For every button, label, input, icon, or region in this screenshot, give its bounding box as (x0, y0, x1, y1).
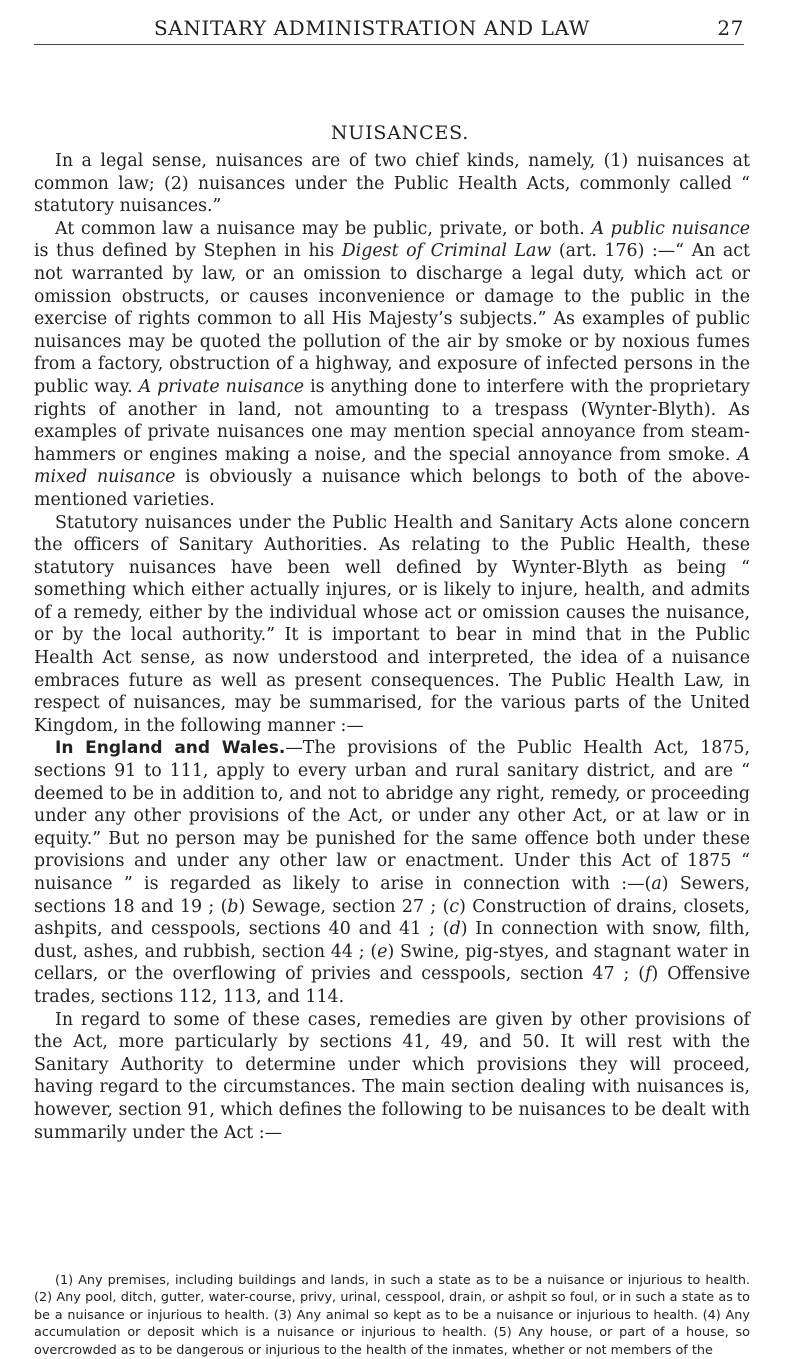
list-letter-a: a (651, 874, 662, 894)
footnote-block (34, 1272, 750, 1359)
p4-text-c: ) Sewage, section 27 ; ( (238, 896, 450, 917)
running-title: SANITARY ADMINISTRATION AND LAW (154, 16, 590, 40)
paragraph-2 (34, 218, 750, 512)
p4-text-a: —The provisions of the Public Health Act, 1875, sections 91 to 111, apply to every urban and rural sanitary district, and are “ deemed to be in addition to, and not to abridge any right, remedy, or proceeding under any other provisions of the Act, or under any other Act, or at law or in equity.” But no person may be punished for the same offence both under these provisions and under any other law or enactment. Under this Act of 1875 “ nuisance ” is regarded as likely to arise in connection with :—( (34, 738, 750, 894)
p2-text-i: is obviously a nuisance which belongs to both of the above-mentioned varieties. (34, 467, 750, 510)
p2-text-e: (art. 176) :—“ An act not warranted by law, or an omission to discharge a legal duty, which act or omission obstructs, or causes inconvenience or damage to the public in the exercise of rights common to all His Majesty’s subjects.” As examples of public nuisances may be quoted the pollution of the air by smoke or by noxious fumes from a factory, obstruction of a highway, and exposure of infected persons in the public way. (34, 241, 751, 397)
list-letter-e: e (377, 941, 388, 962)
p2-text-c: is thus defined by Stephen in his (34, 241, 335, 262)
paragraph-1-text: In a legal sense, nuisances are of two chief kinds, namely, (1) nuisances at common law; (2) nuisances under the Public Health Acts, commonly called “ statutory nuisances.” (34, 151, 750, 217)
p4-text-b: ) Sewers, sections 18 and 19 ; ( (34, 874, 751, 917)
term-private-nuisance: A private nuisance (138, 376, 305, 397)
list-letter-f: f (645, 964, 652, 985)
p4-text-g: ) Offensive trades, sections 112, 113, and 114. (34, 964, 750, 1007)
list-letter-b: b (227, 896, 239, 917)
footnote-paragraph: (1) Any premises, including buildings and lands, in such a state as to be a nuisance or injurious to health. (2) Any pool, ditch, gutter, water-course, privy, urinal, cesspool, drain, or ashpit so foul, or in such a state as to be a nuisance or injurious to health. (3) Any animal so kept as to be a nuisance or injurious to health. (4) Any accumulation or deposit which is a nuisance or injurious to health. (5) Any house, or part of a house, so overcrowded as to be dangerous or injurious to the health of the inmates, whether or not members of the (34, 1273, 750, 1358)
term-mixed-nuisance: A mixed nuisance (34, 444, 751, 488)
paragraph-3-text: Statutory nuisances under the Public Health and Sanitary Acts alone concern the officers of Sanitary Authorities. As relating to the Public Health, these statutory nuisances have been well defined by Wynter-Blyth as being “ something which either actually injures, or is likely to injure, health, and admits of a remedy, either by the individual whose act or omission causes the nuisance, or by the local authority.” It is important to bear in mind that in the Public Health Act sense, as now understood and interpreted, the idea of a nuisance embraces future as well as present consequences. The Public Health Law, in respect of nuisances, may be summarised, for the various parts of the United Kingdom, in the following manner :— (34, 512, 750, 736)
list-letter-d: d (449, 919, 461, 940)
paragraph-5-text: In regard to some of these cases, remedies are given by other provisions of the Act, more particularly by sections 41, 49, and 50. It will rest with the Sanitary Authority to determine under which provisions they will proceed, having regard to the circumstances. The main section dealing with nuisances is, however, section 91, which defines the following to be nuisances to be dealt with summarily under the Act :— (34, 1009, 750, 1143)
list-letter-c: c (449, 896, 460, 917)
p4-text-e: ) In connection with snow, filth, dust, ashes, and rubbish, section 44 ; ( (34, 919, 750, 962)
term-public-nuisance: A public nuisance (591, 218, 751, 239)
p2-text-g: is anything done to interfere with the proprietary rights of another in land, not amounting to a trespass (Wynter-Blyth). As examples of private nuisances one may mention special annoyance from steam-hammers or engines making a noise, and the special annoyance from smoke. (34, 376, 750, 465)
body-text (34, 150, 750, 1144)
p4-text-f: ) Swine, pig-styes, and stagnant water in cellars, or the overflowing of privies and cesspools, section 47 ; ( (34, 941, 750, 985)
page-number: 27 (717, 16, 744, 40)
book-title-digest: Digest of Criminal Law (341, 241, 552, 262)
p2-text-a: At common law a nuisance may be public, private, or both. (55, 218, 585, 239)
section-title: NUISANCES. (330, 122, 470, 144)
paragraph-1 (34, 150, 750, 218)
paragraph-4 (34, 737, 750, 1008)
paragraph-3 (34, 512, 750, 738)
paragraph-5 (34, 1009, 750, 1145)
p4-text-d: ) Construction of drains, closets, ashpits, and cesspools, sections 40 and 41 ; ( (34, 896, 750, 940)
region-heading: In England and Wales. (55, 738, 286, 759)
running-header (34, 14, 744, 45)
